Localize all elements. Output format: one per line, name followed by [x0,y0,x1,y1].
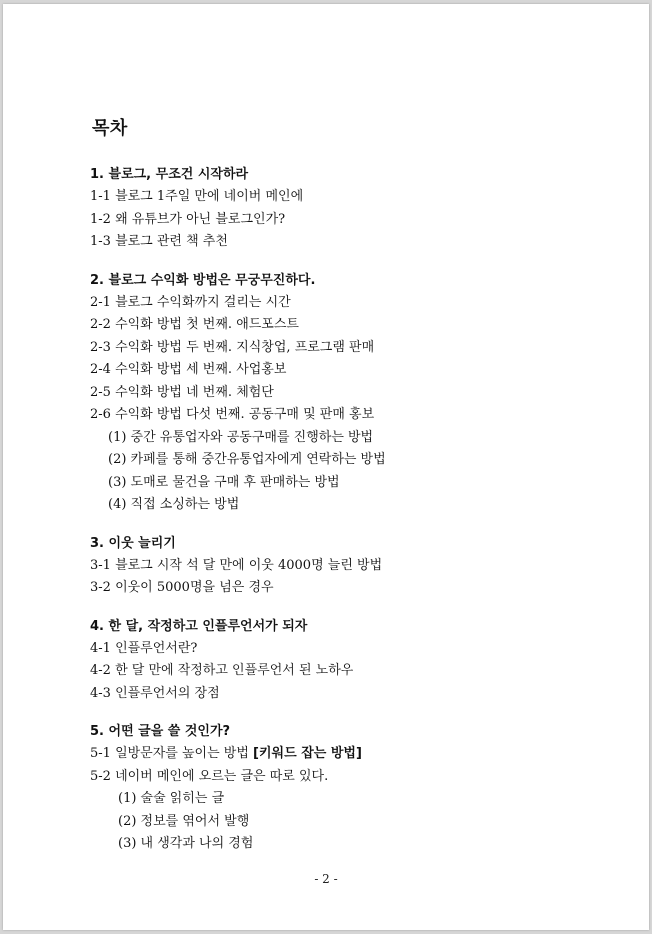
toc-section [90,721,610,856]
toc-entry [90,638,610,661]
toc-entry [90,555,610,578]
toc-entry-text: 2-2 수익화 방법 첫 번째. 애드포스트 [90,317,299,332]
toc-title: 목차 [92,118,128,139]
toc-entry-text: (3) 도매로 물건을 구매 후 판매하는 방법 [108,474,340,490]
toc-entry [90,766,610,789]
toc-entry [90,404,610,427]
toc-entry [90,209,610,232]
toc-entry [90,494,610,517]
toc-entry [90,337,610,360]
toc-entry [90,314,610,337]
toc-entry-text: 4-2 한 달 만에 작정하고 인플루언서 된 노하우 [90,663,354,678]
toc-entry [90,472,610,495]
toc-sections [90,164,610,856]
toc-entry [90,186,610,209]
toc-entry-text: 2-3 수익화 방법 두 번째. 지식창업, 프로그램 판매 [90,339,375,355]
toc-entry-text: 4-3 인플루언서의 장점 [90,685,220,701]
section-heading: 5. 어떤 글을 쓸 것인가? [90,724,231,739]
document-page [3,4,649,930]
section-heading: 1. 블로그, 무조건 시작하라 [90,167,249,182]
toc-entry [90,683,610,706]
toc-entry [90,577,610,600]
toc-entry-text: 3-1 블로그 시작 석 달 만에 이웃 4000명 늘린 방법 [90,557,383,573]
toc-entry [90,811,610,834]
section-heading: 2. 블로그 수익화 방법은 무궁무진하다. [90,272,316,288]
toc-entry [90,449,610,472]
table-of-contents [90,114,610,872]
toc-entry [90,743,610,766]
toc-entry [90,359,610,382]
toc-section [90,164,610,254]
toc-entry [90,427,610,450]
toc-entry-text: 3-2 이웃이 5000명을 넘은 경우 [90,580,274,595]
toc-entry-text: (1) 술술 읽히는 글 [118,791,225,806]
toc-entry-text: (3) 내 생각과 나의 경험 [118,836,254,851]
toc-section [90,533,610,600]
toc-entry-text: 1-3 블로그 관련 책 추천 [90,234,228,249]
toc-section [90,270,610,517]
toc-entry [90,382,610,405]
toc-entry-emphasis: [키워드 잡는 방법] [253,746,362,761]
toc-entry [90,788,610,811]
toc-entry [90,292,610,315]
toc-entry-text: 1-1 블로그 1주일 만에 네이버 메인에 [90,189,304,204]
toc-entry-text: 1-2 왜 유튜브가 아닌 블로그인가? [90,211,286,227]
toc-entry-text: 4-1 인플루언서란? [90,640,198,656]
toc-entry-text: 2-4 수익화 방법 세 번째. 사업홍보 [90,362,287,377]
section-heading: 3. 이웃 늘리기 [90,535,176,551]
toc-entry [90,833,610,856]
section-heading: 4. 한 달, 작정하고 인플루언서가 되자 [90,618,308,634]
toc-entry [90,660,610,683]
toc-entry-text: 5-2 네이버 메인에 오르는 글은 따로 있다. [90,768,329,784]
toc-entry-text: 2-1 블로그 수익화까지 걸리는 시간 [90,294,291,310]
toc-entry-text: 2-5 수익화 방법 네 번째. 체험단 [90,384,274,400]
toc-entry-text: 5-1 일방문자를 높이는 방법 [90,746,254,761]
toc-entry-text: 2-6 수익화 방법 다섯 번째. 공동구매 및 판매 홍보 [90,407,375,422]
toc-entry [90,231,610,254]
page-number: - 2 - [314,872,338,886]
toc-entry-text: (1) 중간 유통업자와 공동구매를 진행하는 방법 [108,429,374,445]
toc-entry-text: (2) 카페를 통해 중간유통업자에게 연락하는 방법 [108,452,386,467]
toc-entry-text: (2) 정보를 엮어서 발행 [118,813,250,829]
toc-entry-text: (4) 직접 소싱하는 방법 [108,497,240,512]
toc-section [90,616,610,706]
